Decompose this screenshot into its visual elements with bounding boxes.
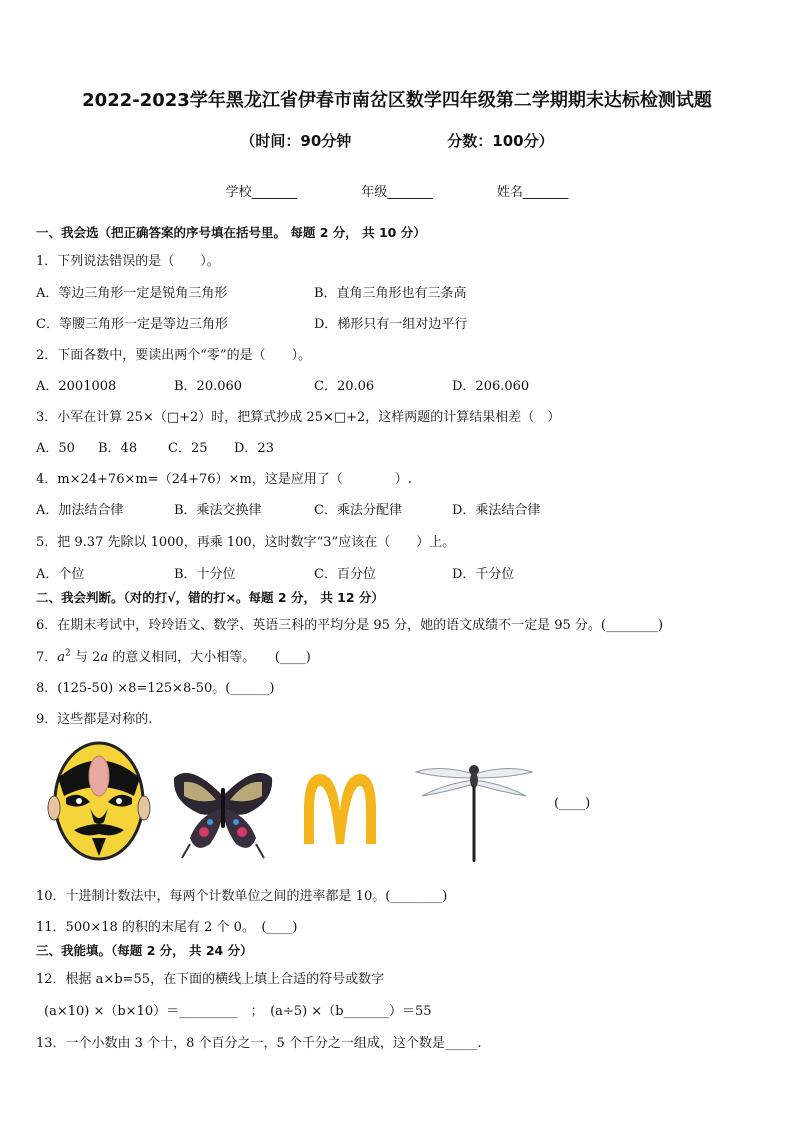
question-3: 3．小军在计算 25×（□+2）时，把算式抄成 25×□+2，这样两题的计算结果相差（ ） <box>36 410 561 425</box>
q3-option-c[interactable]: C．25 <box>168 441 208 456</box>
q7-variable-a2: a <box>100 650 109 665</box>
question-5: 5．把 9.37 先除以 1000，再乘 100，这时数字“3”应该在（ ）上。 <box>36 535 456 550</box>
school-field[interactable]: 学校_______ <box>225 185 298 200</box>
student-info <box>0 181 794 200</box>
question-4: 4．m×24+76×m=（24+76）×m，这是应用了（ ）. <box>36 472 412 487</box>
q1-option-a[interactable]: A．等边三角形一定是锐角三角形 <box>36 286 228 301</box>
golden-arches-icon <box>298 770 382 846</box>
name-field[interactable]: 姓名_______ <box>496 185 569 200</box>
question-1: 1．下列说法错误的是（ ）。 <box>36 254 220 269</box>
question-13: 13．一个小数由 3 个十，8 个百分之一，5 个千分之一组成，这个数是_____. <box>36 1036 482 1051</box>
q1-option-d[interactable]: D．梯形只有一组对边平行 <box>314 317 468 332</box>
q5-option-b[interactable]: B．十分位 <box>174 567 236 582</box>
q5-option-a[interactable]: A．个位 <box>36 567 85 582</box>
question-12: 12．根据 a×b=55，在下面的横线上填上合适的符号或数字 <box>36 972 385 987</box>
q2-option-b[interactable]: B．20.060 <box>174 379 243 394</box>
section-heading-judge: 二、我会判断。（对的打√，错的打×。每题 2 分， 共 12 分） <box>36 590 384 605</box>
q7-mid: 与 2 <box>70 650 101 665</box>
dragonfly-icon <box>410 752 538 866</box>
question-6: 6．在期末考试中，玲玲语文、数学、英语三科的平均分是 95 分，她的语文成绩不一定是 95 分。(________) <box>36 618 664 633</box>
q2-option-c[interactable]: C．20.06 <box>314 379 375 394</box>
butterfly-icon <box>170 766 276 860</box>
q3-option-a[interactable]: A．50 <box>36 441 75 456</box>
q9-answer-blank[interactable]: (____) <box>554 796 591 811</box>
section-heading-choice: 一、我会选（把正确答案的序号填在括号里。 每题 2 分， 共 10 分） <box>36 225 426 240</box>
question-11: 11．500×18 的积的末尾有 2 个 0。 (____) <box>36 920 298 935</box>
question-10: 10．十进制计数法中，每两个计数单位之间的进率都是 10。(________) <box>36 889 448 904</box>
q4-option-d[interactable]: D．乘法结合律 <box>452 503 541 518</box>
question-2: 2．下面各数中，要读出两个“零”的是（ ）。 <box>36 348 312 363</box>
q4-option-a[interactable]: A．加法结合律 <box>36 503 124 518</box>
q7-prefix: 7． <box>36 650 58 665</box>
q7-exponent: 2 <box>65 648 71 659</box>
page-title: 2022-2023学年黑龙江省伊春市南岔区数学四年级第二学期期末达标检测试题 <box>82 90 712 111</box>
q1-option-c[interactable]: C．等腰三角形一定是等边三角形 <box>36 317 228 332</box>
opera-mask-icon <box>44 738 154 864</box>
q1-option-b[interactable]: B．直角三角形也有三条高 <box>314 286 467 301</box>
q7-variable-a: a <box>57 650 66 665</box>
q2-option-a[interactable]: A．2001008 <box>36 379 117 394</box>
grade-field[interactable]: 年级_______ <box>361 185 433 200</box>
q7-suffix: 的意义相同，大小相等。 (____) <box>108 650 311 665</box>
section-heading-fill: 三、我能填。（每题 2 分， 共 24 分） <box>36 943 253 958</box>
question-7 <box>36 646 311 665</box>
q4-option-b[interactable]: B．乘法交换律 <box>174 503 262 518</box>
exam-score: 分数：100分） <box>447 132 554 150</box>
question-9: 9．这些都是对称的. <box>36 712 153 727</box>
q4-option-c[interactable]: C．乘法分配律 <box>314 503 402 518</box>
question-8: 8．(125-50) ×8=125×8-50。(______) <box>36 681 275 696</box>
question-12-blanks[interactable]: (a×10) ×（b×10）＝_________ ； (a÷5) ×（b_______）＝55 <box>44 1004 432 1019</box>
q5-option-c[interactable]: C．百分位 <box>314 567 376 582</box>
exam-meta <box>0 130 794 151</box>
q2-option-d[interactable]: D．206.060 <box>452 379 530 394</box>
q3-option-d[interactable]: D．23 <box>234 441 274 456</box>
exam-time: （时间：90分钟 <box>240 132 352 150</box>
q5-option-d[interactable]: D．千分位 <box>452 567 515 582</box>
q3-option-b[interactable]: B．48 <box>98 441 138 456</box>
